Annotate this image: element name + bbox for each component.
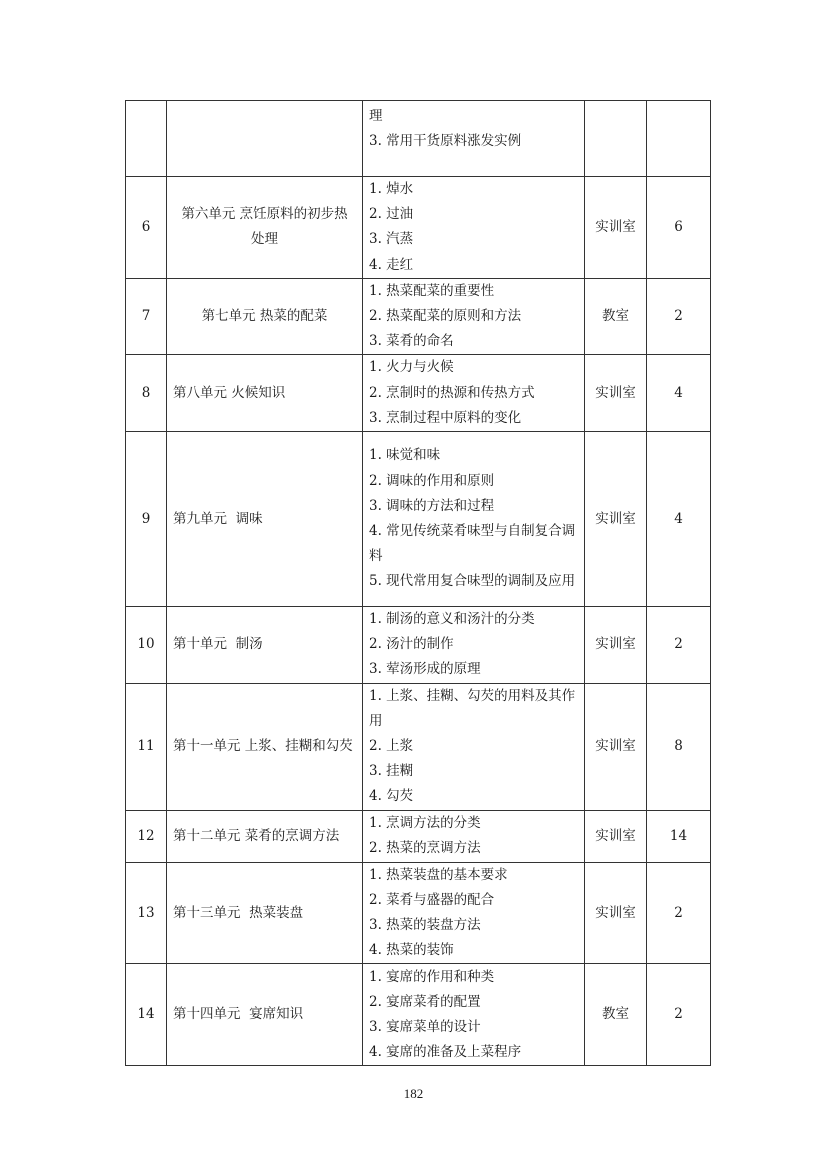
row-number-cell: 9 — [126, 432, 167, 607]
table-row — [126, 683, 711, 810]
table-row — [126, 607, 711, 684]
content-cell — [363, 432, 585, 607]
venue-cell: 实训室 — [585, 683, 647, 810]
unit-title-cell: 第十三单元 热菜装盘 — [167, 862, 363, 964]
content-item: 1. 热菜装盘的基本要求 — [369, 866, 508, 883]
content-item: 1. 宴席的作用和种类 — [369, 968, 495, 985]
hours-cell: 4 — [647, 355, 711, 432]
unit-title-cell — [167, 177, 363, 279]
content-item: 1. 焯水 — [369, 181, 414, 197]
content-item: 1. 上浆、挂糊、勾芡的用料及其作用 — [369, 687, 576, 729]
table-row — [126, 964, 711, 1066]
row-number-cell — [126, 101, 167, 177]
content-cell — [363, 964, 585, 1066]
venue-cell: 实训室 — [585, 355, 647, 432]
venue-cell: 教室 — [585, 278, 647, 355]
content-item: 2. 菜肴与盛器的配合 — [369, 891, 495, 908]
content-item: 4. 宴席的准备及上菜程序 — [369, 1044, 522, 1061]
row-number-cell: 6 — [126, 177, 167, 279]
table-row — [126, 177, 711, 279]
venue-cell: 实训室 — [585, 607, 647, 684]
content-cell — [363, 355, 585, 432]
content-item: 3. 菜肴的命名 — [369, 333, 454, 350]
page-number: 182 — [403, 1086, 424, 1101]
content-item: 3. 荤汤形成的原理 — [369, 661, 481, 678]
content-item: 3. 宴席菜单的设计 — [369, 1018, 481, 1035]
unit-title-cell: 第十单元 制汤 — [167, 607, 363, 684]
content-item: 3. 挂糊 — [369, 763, 414, 780]
table-row — [126, 355, 711, 432]
hours-cell: 2 — [647, 607, 711, 684]
syllabus-table — [125, 100, 711, 1066]
table-row — [126, 862, 711, 964]
unit-title-cell — [167, 101, 363, 177]
table-row — [126, 101, 711, 177]
content-item: 2. 热菜的烹调方法 — [369, 840, 481, 857]
content-item: 2. 热菜配菜的原则和方法 — [369, 308, 522, 325]
content-cell — [363, 278, 585, 355]
unit-title-cell: 第八单元 火候知识 — [167, 355, 363, 432]
content-item: 3. 热菜的装盘方法 — [369, 917, 481, 934]
row-number-cell: 13 — [126, 862, 167, 964]
content-item: 1. 火力与火候 — [369, 359, 454, 376]
content-item: 3. 常用干货原料涨发实例 — [369, 133, 522, 150]
venue-cell — [585, 101, 647, 177]
row-number-cell: 10 — [126, 607, 167, 684]
content-item: 2. 汤汁的制作 — [369, 636, 454, 653]
hours-cell: 2 — [647, 278, 711, 355]
venue-cell: 实训室 — [585, 432, 647, 607]
content-cell — [363, 177, 585, 279]
hours-cell: 6 — [647, 177, 711, 279]
hours-cell — [647, 101, 711, 177]
content-item: 理 — [369, 108, 383, 124]
content-item: 2. 烹制时的热源和传热方式 — [369, 384, 535, 401]
content-cell — [363, 101, 585, 177]
row-number-cell: 12 — [126, 810, 167, 862]
row-number-cell: 8 — [126, 355, 167, 432]
unit-title-text: 第六单元 烹饪原料的初步热处理 — [181, 206, 348, 248]
venue-cell: 实训室 — [585, 862, 647, 964]
content-item: 3. 汽蒸 — [369, 231, 414, 248]
content-cell — [363, 862, 585, 964]
unit-title-cell: 第十四单元 宴席知识 — [167, 964, 363, 1066]
row-number-cell: 11 — [126, 683, 167, 810]
content-item: 4. 常见传统菜肴味型与自制复合调料 — [369, 523, 576, 565]
content-item: 1. 热菜配菜的重要性 — [369, 282, 495, 299]
row-number-cell: 7 — [126, 278, 167, 355]
hours-cell: 2 — [647, 964, 711, 1066]
unit-title-cell: 第九单元 调味 — [167, 432, 363, 607]
venue-cell: 实训室 — [585, 177, 647, 279]
content-item: 3. 调味的方法和过程 — [369, 497, 495, 514]
hours-cell: 14 — [647, 810, 711, 862]
row-number-cell: 14 — [126, 964, 167, 1066]
table-row — [126, 432, 711, 607]
table-row — [126, 278, 711, 355]
content-item: 2. 上浆 — [369, 738, 414, 755]
content-item: 1. 味觉和味 — [369, 447, 441, 464]
content-cell — [363, 683, 585, 810]
content-item: 4. 热菜的装饰 — [369, 942, 454, 959]
hours-cell: 4 — [647, 432, 711, 607]
content-item: 2. 宴席菜肴的配置 — [369, 993, 481, 1010]
content-item: 1. 制汤的意义和汤汁的分类 — [369, 611, 535, 628]
content-item: 3. 烹制过程中原料的变化 — [369, 409, 522, 426]
hours-cell: 8 — [647, 683, 711, 810]
table-row — [126, 810, 711, 862]
unit-title-cell: 第七单元 热菜的配菜 — [167, 278, 363, 355]
content-item: 4. 勾芡 — [369, 788, 414, 805]
venue-cell: 实训室 — [585, 810, 647, 862]
content-item: 5. 现代常用复合味型的调制及应用 — [369, 573, 576, 590]
content-cell — [363, 810, 585, 862]
content-item: 1. 烹调方法的分类 — [369, 814, 481, 831]
content-item: 2. 过油 — [369, 206, 414, 223]
unit-title-cell: 第十一单元 上浆、挂糊和勾芡 — [167, 683, 363, 810]
content-cell — [363, 607, 585, 684]
hours-cell: 2 — [647, 862, 711, 964]
unit-title-cell: 第十二单元 菜肴的烹调方法 — [167, 810, 363, 862]
content-item: 2. 调味的作用和原则 — [369, 472, 495, 489]
content-item: 4. 走红 — [369, 256, 414, 273]
venue-cell: 教室 — [585, 964, 647, 1066]
